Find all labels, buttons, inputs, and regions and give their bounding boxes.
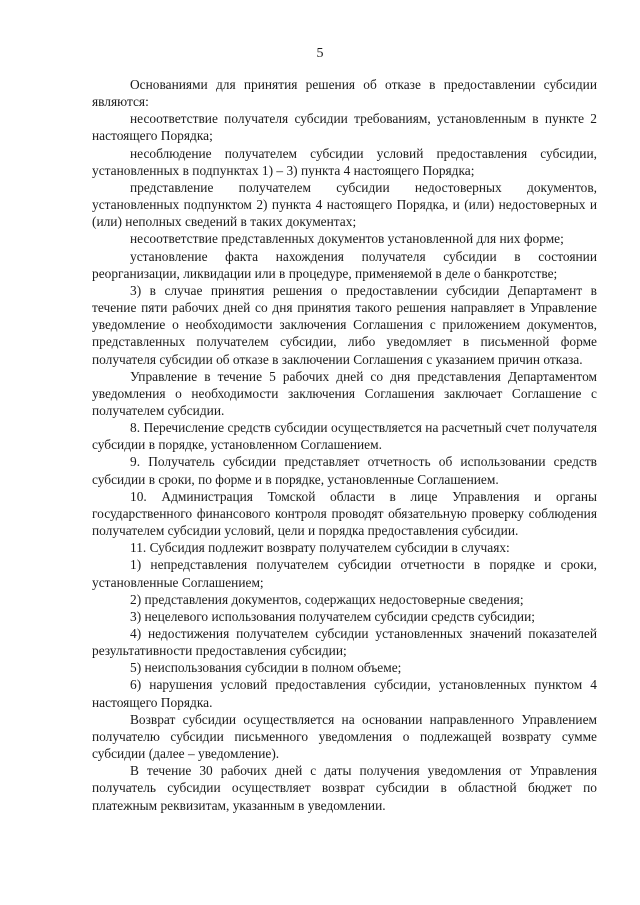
paragraph-refusal-ground-2: несоблюдение получателем субсидии условий предоставления субсидии, установленных в подпунктах 1) – 3) пункта 4 настоящего Порядка; [92, 145, 597, 178]
paragraph-return-notice: Возврат субсидии осуществляется на основании направленного Управлением получателю субсидии письменного уведомления о подлежащей возврату сумме субсидии (далее – уведомление). [92, 711, 597, 762]
paragraph-item-11: 11. Субсидия подлежит возврату получателем субсидии в случаях: [130, 540, 510, 556]
paragraph-return-case-2: 2) представления документов, содержащих недостоверные сведения; [130, 591, 524, 607]
paragraph-return-case-5: 5) неиспользования субсидии в полном объеме; [130, 660, 402, 676]
paragraph-item-9: 9. Получатель субсидии представляет отчетность об использовании средств субсидии в сроки, по форме и в порядке, установленные Соглашением. [92, 454, 597, 487]
paragraph-refusal-ground-5: установление факта нахождения получателя субсидии в состоянии реорганизации, ликвидации или в процедуре, применяемой в деле о банкротстве; [92, 248, 597, 281]
paragraph-return-case-1: 1) непредставления получателем субсидии отчетности в порядке и сроки, установленные Соглашением; [92, 557, 597, 590]
paragraph-return-case-3: 3) нецелевого использования получателем субсидии средств субсидии; [130, 608, 535, 624]
paragraph-item-8: 8. Перечисление средств субсидии осуществляется на расчетный счет получателя субсидии в порядке, установленном Соглашением. [92, 420, 597, 453]
paragraph-refusal-grounds-intro: Основаниями для принятия решения об отказе в предоставлении субсидии являются: [92, 77, 597, 110]
paragraph-subpoint-3: 3) в случае принятия решения о предоставлении субсидии Департамент в течение пяти рабочих дней со дня принятия такого решения направляет в Управление уведомление о необходимости заключения Соглашения с приложением документов, представленных получателем субсидии, либо уведомляет в письменной форме получателя субсидии об отказе в заключении Соглашения с указанием причин отказа. [92, 282, 597, 367]
paragraph-item-10: 10. Администрация Томской области в лице Управления и органы государственного финансового контроля проводят обязательную проверку соблюдения получателем субсидии условий, цели и порядка предоставления субсидии. [92, 488, 597, 539]
paragraph-return-deadline: В течение 30 рабочих дней с даты получения уведомления от Управления получатель субсидии осуществляет возврат субсидии в областной бюджет по платежным реквизитам, указанным в уведомлении. [92, 763, 597, 813]
paragraph-agreement-conclusion: Управление в течение 5 рабочих дней со дня представления Департаментом уведомления о необходимости заключения Соглашения заключает Соглашение с получателем субсидии. [92, 368, 597, 418]
paragraph-refusal-ground-1: несоответствие получателя субсидии требованиям, установленным в пункте 2 настоящего Порядка; [92, 111, 597, 144]
page-number: 5 [316, 46, 324, 61]
paragraph-return-case-6: 6) нарушения условий предоставления субсидии, установленных пунктом 4 настоящего Порядка. [92, 677, 597, 710]
paragraph-return-case-4: 4) недостижения получателем субсидии установленных значений показателей результативности предоставления субсидии; [92, 626, 597, 659]
document-body [92, 76, 597, 814]
paragraph-refusal-ground-4: несоответствие представленных документов установленной для них форме; [130, 231, 564, 247]
paragraph-refusal-ground-3: представление получателем субсидии недостоверных документов, установленных подпунктом 2) пункта 4 настоящего Порядка, и (или) недостоверных и (или) неполных сведений в таких документах; [92, 179, 597, 230]
